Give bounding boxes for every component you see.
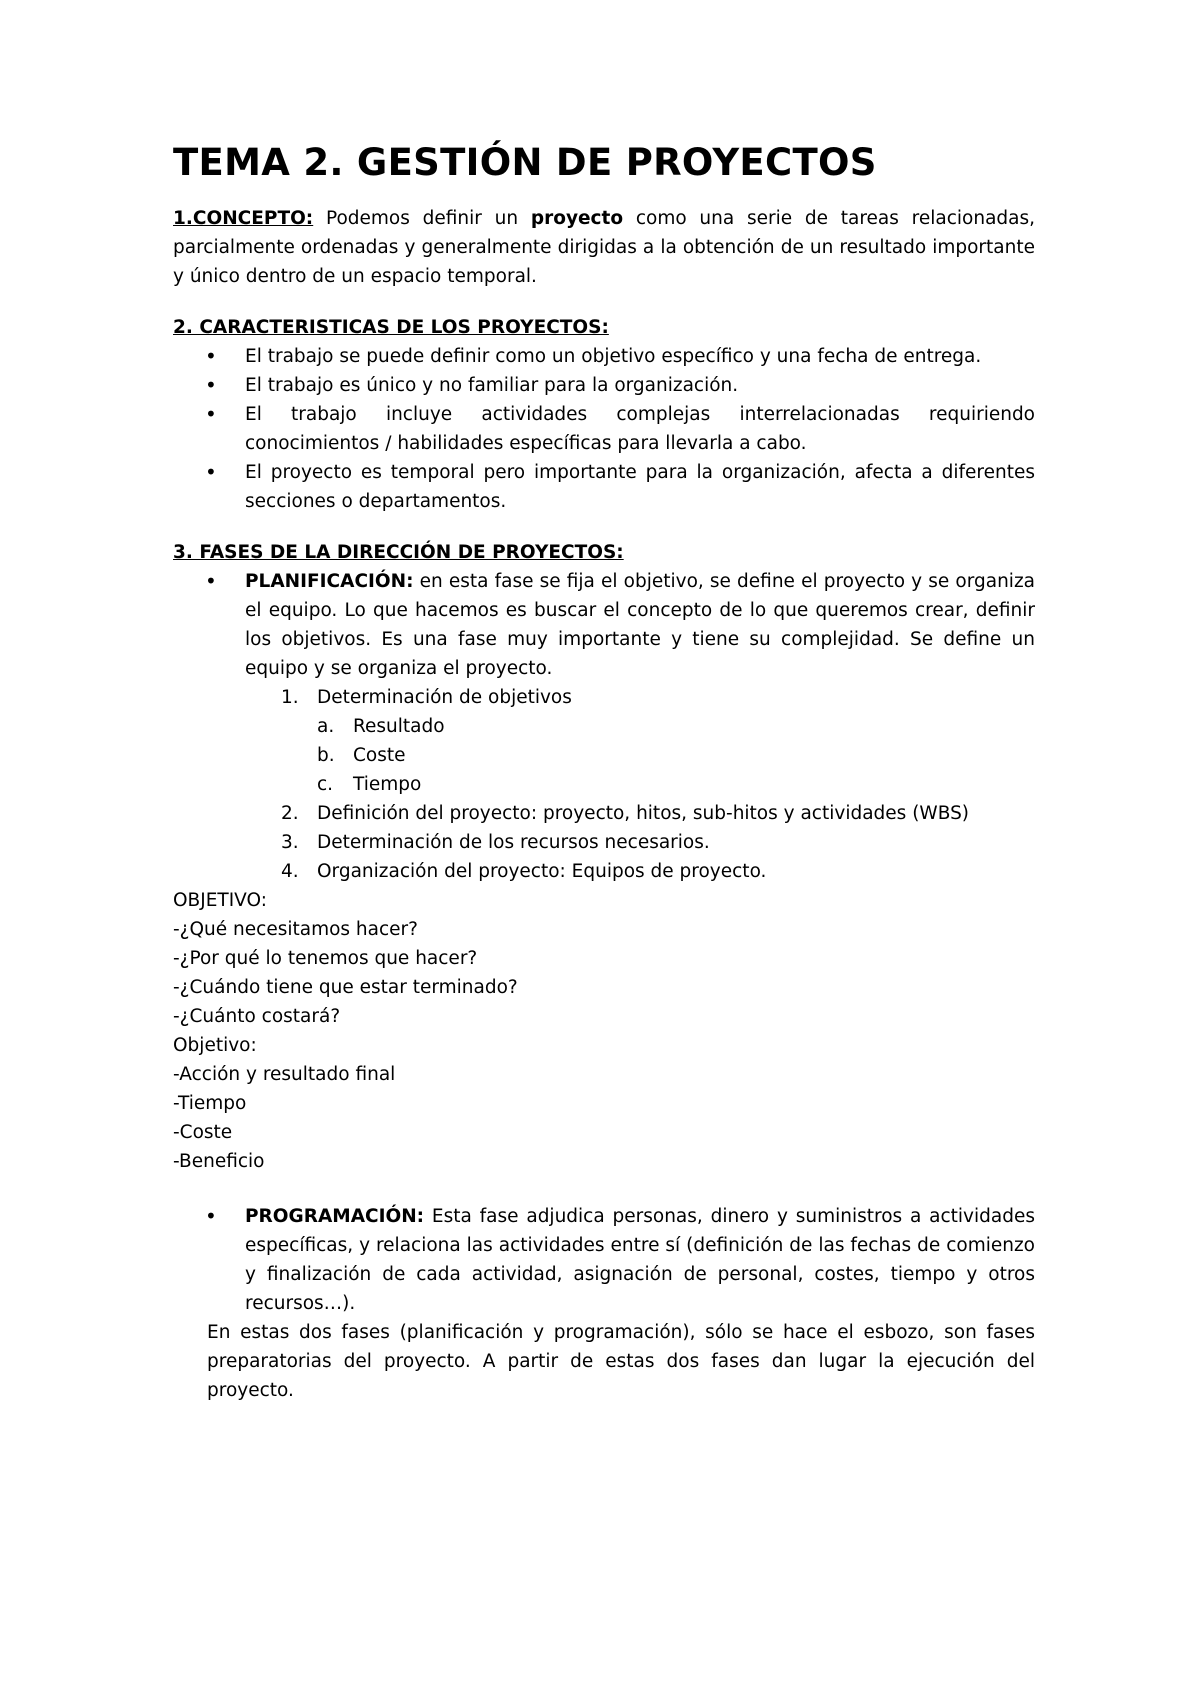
step-item <box>173 799 1035 828</box>
step-text: Determinación de objetivos <box>317 687 572 708</box>
programming-label: PROGRAMACIÓN: <box>245 1206 425 1227</box>
objective-block <box>173 886 1035 1176</box>
substep-text: Coste <box>353 745 406 766</box>
list-item: • El trabajo incluye actividades complejas interrelacionadas requiriendo conocimientos / habilidades específicas para llevarla a cabo. <box>173 400 1035 458</box>
objective-line: OBJETIVO: <box>173 890 267 911</box>
characteristics-heading: 2. CARACTERISTICAS DE LOS PROYECTOS: <box>173 317 609 338</box>
objective-line: -Coste <box>173 1122 233 1143</box>
step-item <box>173 857 1035 886</box>
substep-item <box>173 741 1035 770</box>
substep-text: Resultado <box>353 716 445 737</box>
phases-heading: 3. FASES DE LA DIRECCIÓN DE PROYECTOS: <box>173 542 624 563</box>
closing-paragraph: En estas dos fases (planificación y programación), sólo se hace el esbozo, son fases preparatorias del proyecto. A partir de estas dos fases dan lugar la ejecución del proyecto. <box>207 1322 1035 1401</box>
planning-label: PLANIFICACIÓN: <box>245 571 414 592</box>
objective-line: -¿Qué necesitamos hacer? <box>173 919 418 940</box>
objective-line: Objetivo: <box>173 1035 257 1056</box>
characteristics-list <box>173 342 1035 516</box>
list-item: • El trabajo se puede definir como un objetivo específico y una fecha de entrega. <box>173 342 1035 371</box>
page-title: TEMA 2. GESTIÓN DE PROYECTOS <box>173 141 877 184</box>
substep-marker: b. <box>317 745 335 766</box>
step-text: Definición del proyecto: proyecto, hitos, sub-hitos y actividades (WBS) <box>317 803 970 824</box>
planning-text: en esta fase se fija el objetivo, se define el proyecto y se organiza el equipo. Lo que hacemos es buscar el concepto de lo que queremos crear, definir los objetivos. Es una fase muy importante y tiene su complejidad. Se define un equipo y se organiza el proyecto. <box>245 571 1035 679</box>
planning-substeps <box>173 712 1035 799</box>
step-marker: 2. <box>281 803 299 824</box>
document-page <box>173 140 1035 1405</box>
step-marker: 1. <box>281 687 299 708</box>
objective-line: -Acción y resultado final <box>173 1064 396 1085</box>
programming-item <box>173 1202 1035 1318</box>
substep-item <box>173 770 1035 799</box>
concept-paragraph <box>173 204 1035 291</box>
planning-steps-cont <box>173 799 1035 886</box>
objective-line: -¿Cuándo tiene que estar terminado? <box>173 977 518 998</box>
list-item: • El proyecto es temporal pero importante para la organización, afecta a diferentes secciones o departamentos. <box>173 458 1035 516</box>
step-item <box>173 683 1035 712</box>
substep-item <box>173 712 1035 741</box>
planning-item <box>173 567 1035 683</box>
objective-line: -¿Cuánto costará? <box>173 1006 341 1027</box>
concept-text-b: como una serie de tareas relacionadas, parcialmente ordenadas y generalmente dirigidas a la obtención de un resultado importante y único dentro de un espacio temporal. <box>173 208 1036 287</box>
substep-marker: c. <box>317 774 334 795</box>
substep-marker: a. <box>317 716 335 737</box>
step-item <box>173 828 1035 857</box>
planning-list <box>173 567 1035 683</box>
objective-line: -Tiempo <box>173 1093 247 1114</box>
step-marker: 3. <box>281 832 299 853</box>
step-marker: 4. <box>281 861 299 882</box>
concept-term: proyecto <box>530 208 624 229</box>
objective-line: -¿Por qué lo tenemos que hacer? <box>173 948 478 969</box>
concept-heading: 1.CONCEPTO: <box>173 208 314 229</box>
objective-line: -Beneficio <box>173 1151 265 1172</box>
step-text: Determinación de los recursos necesarios. <box>317 832 710 853</box>
list-item: • El trabajo es único y no familiar para la organización. <box>173 371 1035 400</box>
step-text: Organización del proyecto: Equipos de proyecto. <box>317 861 767 882</box>
concept-text-a: Podemos definir un <box>313 208 531 229</box>
substep-text: Tiempo <box>353 774 422 795</box>
planning-steps <box>173 683 1035 712</box>
programming-text: Esta fase adjudica personas, dinero y suministros a actividades específicas, y relaciona las actividades entre sí (definición de las fechas de comienzo y finalización de cada actividad, asignación de personal, costes, tiempo y otros recursos…). <box>245 1206 1035 1314</box>
programming-list <box>173 1202 1035 1318</box>
